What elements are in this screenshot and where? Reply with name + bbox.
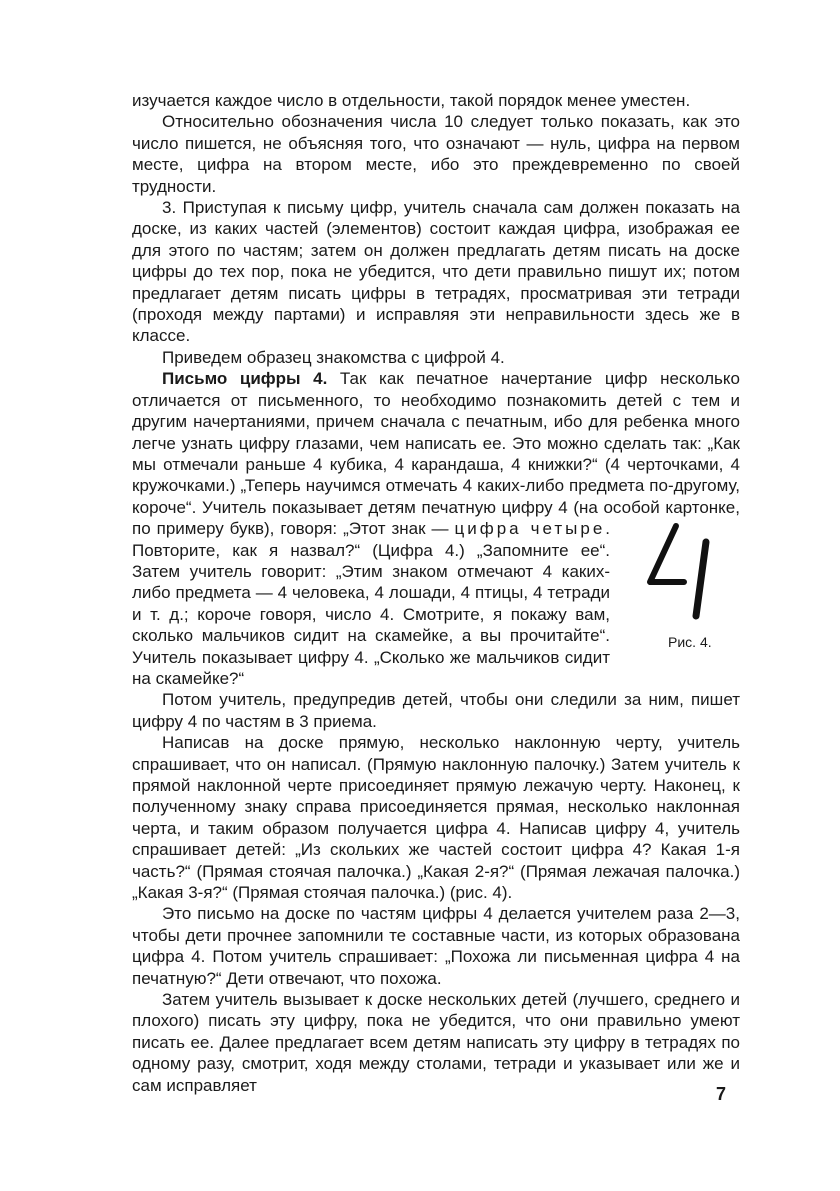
digit-four-figure (632, 520, 722, 628)
paragraph-7: Это письмо на доске по частям цифры 4 делается учителем раза 2—3, чтобы дети прочнее запомнили те составные части, из которых образована цифра 4. Потом учитель спрашивает: „Похожа ли письменная цифра 4 на печатную?“ Дети отвечают, что похожа. (132, 904, 740, 988)
paragraph-0: изучается каждое число в отдельности, такой порядок менее уместен. (132, 91, 691, 110)
paragraph-4-spaced: цифра четыре (454, 519, 606, 539)
paragraph-4 (132, 368, 740, 689)
paragraph-4-heading: Письмо цифры 4. (162, 369, 328, 389)
paragraph-6: Написав на доске прямую, несколько наклонную черту, учитель спрашивает, что он написал. (Прямую наклонную палочку.) Затем учитель к прямой наклонной черте присоединяет прямую лежачую черту. Наконец, к полученному знаку справа присоединяется прямая, несколько наклонная черта, и таким образом получается цифра 4. Написав цифру 4, учитель спрашивает детей: „Из скольких же частей состоит цифра 4? Какая 1-я часть?“ (Прямая стоячая палочка.) „Какая 2-я?“ (Прямая лежачая палочка.) „Какая 3-я?“ (Прямая стоячая палочка.) (рис. 4). (132, 733, 740, 903)
paragraph-2: 3. Приступая к письму цифр, учитель сначала сам должен показать на доске, из каких частей (элементов) состоит каждая цифра, изображая ее для этого по частям; затем он должен предлагать детям писать на доске цифры до тех пор, пока не убедится, что дети правильно пишут их; потом предлагает детям писать цифры в тетрадях, просматривая эти тетради (проходя между партами) и исправляя эти неправильности здесь же в классе. (132, 198, 740, 346)
paragraph-1: Относительно обозначения числа 10 следует только показать, как это число пишется, не объясняя того, что означают — нуль, цифра на первом месте, цифра на втором месте, ибо это преждевременно по своей трудности. (132, 112, 740, 196)
paragraph-4-text-b: . Повторите, как я назвал?“ (Цифра 4.) „Запомните ее“. Затем учитель говорит: „Этим знаком отмечают 4 каких-либо предмета — 4 человека, 4 лошади, 4 птицы, 4 тетради и т. д.; короче говоря, число 4. Смотрите, я покажу вам, сколько мальчиков сидит на скамейке, а вы прочитайте“. Учитель показывает цифру 4. „Сколько же мальчиков сидит на скамейке?“ (132, 519, 611, 688)
paragraph-5: Потом учитель, предупредив детей, чтобы они следили за ним, пишет цифру 4 по частям в 3 приема. (132, 690, 740, 731)
page-number: 7 (716, 1084, 727, 1104)
figure-caption: Рис. 4. (668, 634, 712, 651)
paragraph-8: Затем учитель вызывает к доске нескольких детей (лучшего, среднего и плохого) писать эту цифру, пока не убедится, что они правильно умеют писать ее. Далее предлагает всем детям написать эту цифру в тетрадях по одному разу, смотрит, ходя между столами, тетради и указывает или же и сам исправляет (132, 990, 740, 1095)
page-text (132, 90, 740, 1096)
paragraph-4-text-a: Так как печатное начертание цифр несколько отличается от письменного, то необходимо познакомить детей с тем и другим начертаниями, причем сначала с печатным, ибо для ребенка много легче узнать цифру глазами, чем написать ее. Это можно сделать так: „Как мы отмечали раньше 4 кубика, 4 карандаша, 4 книжки?“ (4 черточками, 4 кружочками.) „Теперь научимся отмечать 4 каких-либо предмета по-другому, короче“. Учитель показывает детям печатную цифру 4 (на особой картонке, по примеру букв), говоря: „Этот знак — (132, 369, 740, 539)
figure-4 (620, 520, 740, 650)
paragraph-3: Приведем образец знакомства с цифрой 4. (162, 347, 505, 367)
